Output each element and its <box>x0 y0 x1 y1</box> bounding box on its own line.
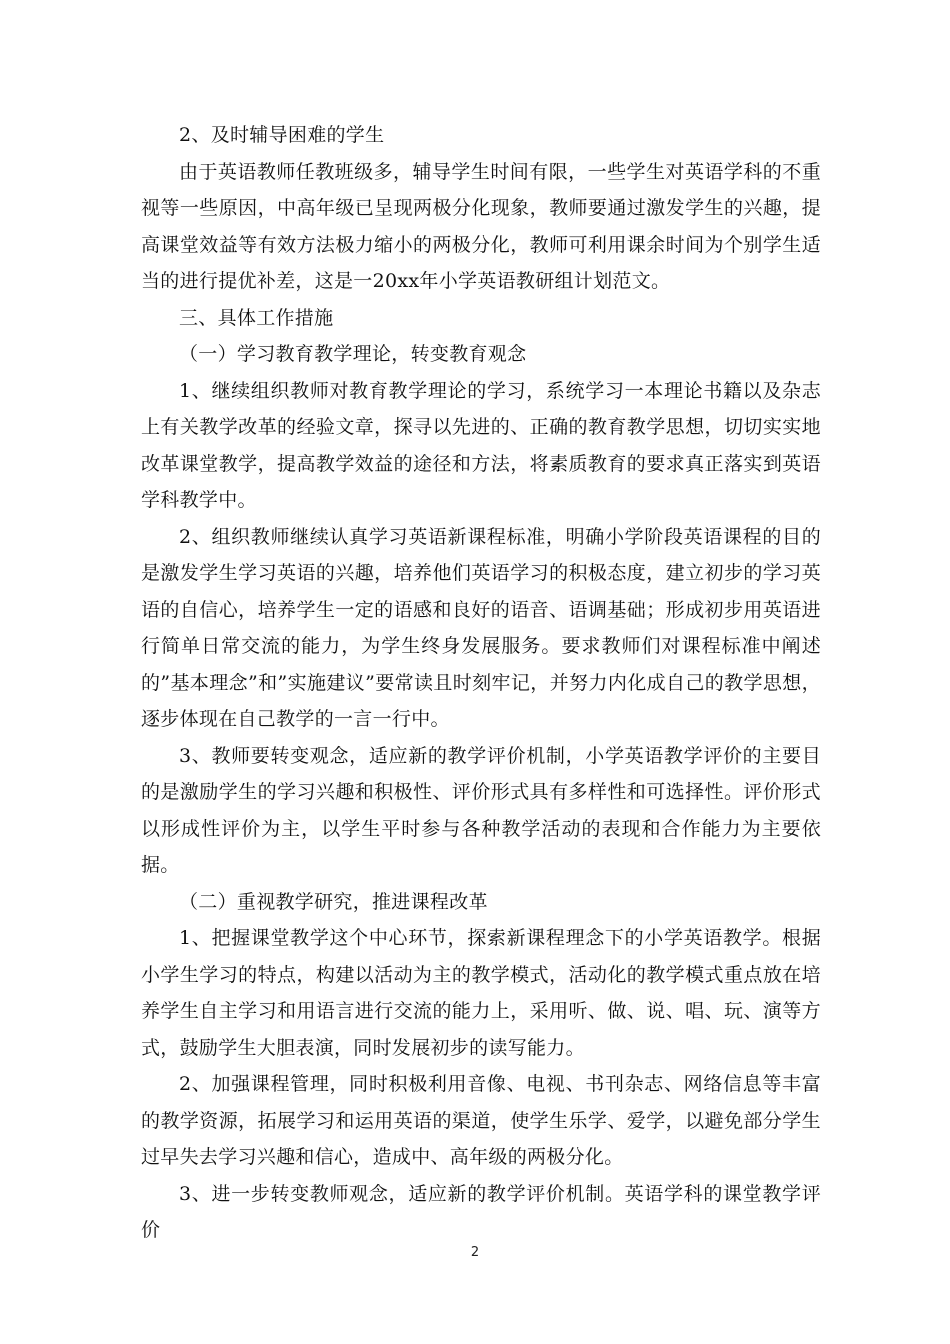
section-heading: 2、及时辅导困难的学生 <box>179 124 385 146</box>
subsection-heading: （二）重视教学研究，推进课程改革 <box>179 890 488 913</box>
document-body <box>141 117 821 1249</box>
subsection-heading: （一）学习教育教学理论，转变教育观念 <box>179 343 527 365</box>
paragraph: 1、继续组织教师对教育教学理论的学习，系统学习一本理论书籍以及杂志上有关教学改革的经验文章，探寻以先进的、正确的教育教学思想，切切实实地改革课堂教学，提高教学效益的途径和方法，将素质教育的要求真正落实到英语学科教学中。 <box>141 379 821 511</box>
paragraph: 由于英语教师任教班级多，辅导学生时间有限，一些学生对英语学科的不重视等一些原因，中高年级已呈现两极分化现象，教师要通过激发学生的兴趣，提高课堂效益等有效方法极力缩小的两极分化，教师可利用课余时间为个别学生适当的进行提优补差，这是一20xx年小学英语教研组计划范文。 <box>141 160 821 292</box>
paragraph: 2、组织教师继续认真学习英语新课程标准，明确小学阶段英语课程的目的是激发学生学习英语的兴趣，培养他们英语学习的积极态度，建立初步的学习英语的自信心，培养学生一定的语感和良好的语音、语调基础；形成初步用英语进行简单日常交流的能力，为学生终身发展服务。要求教师们对课程标准中阐述的”基本理念”和”实施建议”要常读且时刻牢记，并努力内化成自己的教学思想，逐步体现在自己教学的一言一行中。 <box>141 525 821 730</box>
paragraph: 3、教师要转变观念，适应新的教学评价机制，小学英语教学评价的主要目的是激励学生的学习兴趣和积极性、评价形式具有多样性和可选择性。评价形式以形成性评价为主，以学生平时参与各种教学活动的表现和合作能力为主要依据。 <box>141 744 821 876</box>
page-number: 2 <box>470 1245 480 1260</box>
section-heading: 三、具体工作措施 <box>179 306 334 329</box>
paragraph: 1、把握课堂教学这个中心环节，探索新课程理念下的小学英语教学。根据小学生学习的特点，构建以活动为主的教学模式，活动化的教学模式重点放在培养学生自主学习和用语言进行交流的能力上，采用听、做、说、唱、玩、演等方式，鼓励学生大胆表演，同时发展初步的读写能力。 <box>141 927 821 1059</box>
paragraph: 3、进一步转变教师观念，适应新的教学评价机制。英语学科的课堂教学评价 <box>141 1182 821 1241</box>
paragraph: 2、加强课程管理，同时积极利用音像、电视、书刊杂志、网络信息等丰富的教学资源，拓展学习和运用英语的渠道，使学生乐学、爱学，以避免部分学生过早失去学习兴趣和信心，造成中、高年级的两极分化。 <box>141 1073 821 1168</box>
